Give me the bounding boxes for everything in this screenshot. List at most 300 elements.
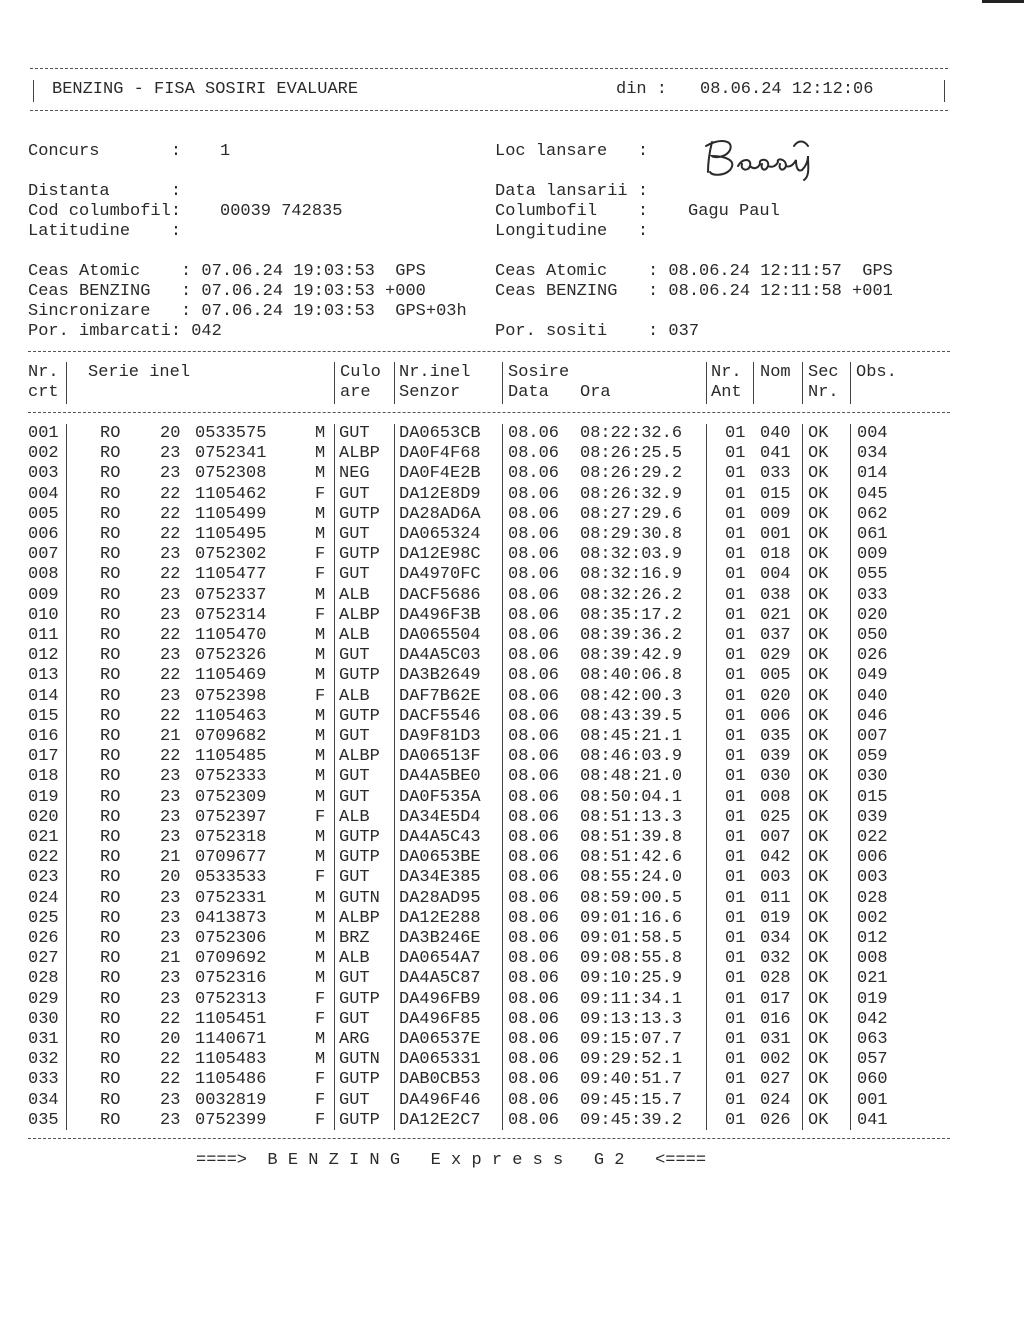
- table-row: [0, 1111, 1024, 1131]
- cell-ant: 01: [725, 484, 746, 504]
- cell-tara: RO: [100, 767, 121, 787]
- cell-an: 23: [160, 605, 181, 625]
- cell-inel: 1105462: [195, 484, 267, 504]
- report-title: BENZING - FISA SOSIRI EVALUARE: [52, 80, 359, 99]
- cell-ora: 08:29:30.8: [580, 525, 683, 544]
- cell-ora: 08:22:32.6: [580, 424, 683, 443]
- cell-an: 22: [160, 484, 181, 504]
- cod-columbofil-label: Cod columbofil:: [28, 202, 182, 221]
- cell-nr: 017: [28, 747, 59, 767]
- cell-nr: 006: [28, 525, 59, 544]
- cell-tara: RO: [100, 868, 121, 888]
- cell-ant: 01: [725, 1030, 746, 1049]
- cell-data: 08.06: [508, 706, 560, 726]
- cell-nr: 018: [28, 767, 59, 787]
- cell-obs: 034: [857, 444, 888, 464]
- cell-ant: 01: [725, 868, 746, 888]
- cell-senzor: DACF5686: [399, 585, 481, 605]
- cell-inel: 0533533: [195, 868, 267, 888]
- header-top-rule: [30, 68, 948, 69]
- cell-an: 22: [160, 565, 181, 585]
- cell-senzor: DA12E98C: [399, 545, 481, 565]
- cell-senzor: DA065504: [399, 626, 481, 645]
- cell-sec: OK: [808, 1009, 829, 1029]
- cell-nom: 021: [760, 605, 791, 625]
- table-row: [0, 424, 1024, 444]
- col-sec-1: Sec: [808, 363, 839, 382]
- cell-sex: M: [315, 828, 326, 847]
- cell-sex: M: [315, 888, 326, 908]
- cell-nom: 015: [760, 484, 791, 504]
- cell-obs: 003: [857, 868, 888, 888]
- cell-senzor: DA0653BE: [399, 848, 481, 868]
- cell-senzor: DA3B2649: [399, 666, 481, 686]
- cell-sec: OK: [808, 626, 829, 645]
- cell-obs: 001: [857, 1090, 888, 1110]
- cell-nom: 004: [760, 565, 791, 585]
- header-sep: [394, 362, 395, 404]
- cell-tara: RO: [100, 605, 121, 625]
- columbofil-value: Gagu Paul: [688, 202, 780, 221]
- table-row: [0, 1091, 1024, 1111]
- cell-sec: OK: [808, 1070, 829, 1090]
- cell-sex: M: [315, 706, 326, 726]
- cell-an: 22: [160, 666, 181, 686]
- table-row: [0, 687, 1024, 707]
- cell-ant: 01: [725, 727, 746, 746]
- cell-obs: 042: [857, 1009, 888, 1029]
- cell-senzor: DA496F85: [399, 1009, 481, 1029]
- cell-sex: M: [315, 1030, 326, 1049]
- table-row: [0, 666, 1024, 686]
- cell-sex: M: [315, 949, 326, 969]
- cell-inel: 0752316: [195, 969, 267, 989]
- cell-senzor: DA06537E: [399, 1030, 481, 1049]
- cell-senzor: DA0F4E2B: [399, 464, 481, 484]
- cell-sec: OK: [808, 868, 829, 888]
- cell-tara: RO: [100, 929, 121, 948]
- cell-an: 23: [160, 646, 181, 666]
- cell-sex: F: [315, 807, 326, 827]
- cell-nom: 024: [760, 1090, 791, 1110]
- cell-tara: RO: [100, 908, 121, 928]
- distanta-label: Distanta :: [28, 182, 182, 201]
- cell-culoare: GUTP: [339, 666, 380, 686]
- cell-an: 23: [160, 888, 181, 908]
- cell-obs: 041: [857, 1110, 888, 1130]
- cell-sec: OK: [808, 646, 829, 666]
- cell-an: 22: [160, 504, 181, 524]
- cell-sec: OK: [808, 767, 829, 787]
- header-sep: [706, 362, 707, 404]
- cell-nr: 027: [28, 949, 59, 969]
- header-sep: [753, 362, 754, 404]
- cell-inel: 0709682: [195, 727, 267, 746]
- cell-sec: OK: [808, 444, 829, 464]
- clock-end-benzing: Ceas BENZING : 08.06.24 12:11:58 +001: [495, 282, 893, 301]
- cell-inel: 0752333: [195, 767, 267, 787]
- cell-inel: 0413873: [195, 908, 267, 928]
- cell-culoare: GUT: [339, 565, 370, 585]
- cell-nom: 042: [760, 848, 791, 868]
- cell-nr: 029: [28, 989, 59, 1009]
- table-row: [0, 464, 1024, 484]
- table-row: [0, 1010, 1024, 1030]
- cell-culoare: GUTP: [339, 848, 380, 868]
- cell-senzor: DAF7B62E: [399, 686, 481, 706]
- cell-nom: 001: [760, 525, 791, 544]
- table-row: [0, 889, 1024, 909]
- cell-ora: 09:08:55.8: [580, 949, 683, 969]
- footer-banner: ====> B E N Z I N G E x p r e s s G 2 <====: [196, 1151, 707, 1170]
- cell-tara: RO: [100, 828, 121, 847]
- table-row: [0, 949, 1024, 969]
- cell-data: 08.06: [508, 646, 560, 666]
- cell-data: 08.06: [508, 969, 560, 989]
- cell-nr: 012: [28, 646, 59, 666]
- cell-an: 20: [160, 868, 181, 888]
- cell-tara: RO: [100, 1090, 121, 1110]
- cell-ant: 01: [725, 747, 746, 767]
- cell-sec: OK: [808, 565, 829, 585]
- cell-nr: 009: [28, 585, 59, 605]
- cell-tara: RO: [100, 626, 121, 645]
- cell-sec: OK: [808, 605, 829, 625]
- cell-nr: 001: [28, 424, 59, 443]
- cell-obs: 046: [857, 706, 888, 726]
- cell-ant: 01: [725, 444, 746, 464]
- cell-nr: 028: [28, 969, 59, 989]
- cell-sex: M: [315, 767, 326, 787]
- cell-ora: 08:39:42.9: [580, 646, 683, 666]
- cell-an: 23: [160, 828, 181, 847]
- cell-culoare: GUTP: [339, 828, 380, 847]
- col-nr-ant-1: Nr.: [711, 363, 742, 382]
- cell-data: 08.06: [508, 747, 560, 767]
- cell-ant: 01: [725, 605, 746, 625]
- report-date-value: 08.06.24 12:12:06: [700, 80, 874, 99]
- table-bottom-rule: [28, 1138, 950, 1139]
- cell-obs: 028: [857, 888, 888, 908]
- cell-sec: OK: [808, 706, 829, 726]
- cell-ora: 08:26:25.5: [580, 444, 683, 464]
- cell-sec: OK: [808, 1090, 829, 1110]
- cell-tara: RO: [100, 666, 121, 686]
- cell-senzor: DA12E8D9: [399, 484, 481, 504]
- cell-culoare: ALB: [339, 686, 370, 706]
- cell-nom: 030: [760, 767, 791, 787]
- cell-ant: 01: [725, 828, 746, 847]
- cell-obs: 009: [857, 545, 888, 565]
- cell-an: 23: [160, 1110, 181, 1130]
- data-lansarii-label: Data lansarii :: [495, 182, 649, 201]
- col-sosire: Sosire: [508, 363, 570, 382]
- table-row: [0, 606, 1024, 626]
- cell-culoare: BRZ: [339, 929, 370, 948]
- cell-data: 08.06: [508, 767, 560, 787]
- cell-sec: OK: [808, 666, 829, 686]
- cell-sex: M: [315, 848, 326, 868]
- cell-sec: OK: [808, 424, 829, 443]
- table-header-rule: [28, 412, 950, 413]
- cell-inel: 0752398: [195, 686, 267, 706]
- clock-end-atomic: Ceas Atomic : 08.06.24 12:11:57 GPS: [495, 262, 893, 281]
- cell-obs: 030: [857, 767, 888, 787]
- cell-nom: 018: [760, 545, 791, 565]
- table-row: [0, 565, 1024, 585]
- cell-culoare: GUTP: [339, 1110, 380, 1130]
- longitudine-label: Longitudine :: [495, 222, 649, 241]
- cell-culoare: ALB: [339, 626, 370, 645]
- cell-nr: 030: [28, 1009, 59, 1029]
- cell-nr: 022: [28, 848, 59, 868]
- concurs-value: 1: [220, 142, 231, 161]
- table-row: [0, 485, 1024, 505]
- cell-data: 08.06: [508, 444, 560, 464]
- cell-ora: 09:45:39.2: [580, 1110, 683, 1130]
- cell-culoare: GUT: [339, 424, 370, 443]
- cell-culoare: GUTP: [339, 706, 380, 726]
- cell-tara: RO: [100, 1050, 121, 1070]
- cell-ora: 09:10:25.9: [580, 969, 683, 989]
- cell-obs: 021: [857, 969, 888, 989]
- cell-sex: M: [315, 747, 326, 767]
- cell-inel: 1105495: [195, 525, 267, 544]
- cell-ant: 01: [725, 525, 746, 544]
- table-row: [0, 990, 1024, 1010]
- cell-senzor: DA496F46: [399, 1090, 481, 1110]
- cell-ant: 01: [725, 989, 746, 1009]
- table-row: [0, 788, 1024, 808]
- cell-senzor: DA4A5BE0: [399, 767, 481, 787]
- cell-inel: 0752313: [195, 989, 267, 1009]
- cell-inel: 1105463: [195, 706, 267, 726]
- header-sep: [334, 362, 335, 404]
- cell-tara: RO: [100, 969, 121, 989]
- cell-data: 08.06: [508, 525, 560, 544]
- cell-inel: 0752337: [195, 585, 267, 605]
- cell-sec: OK: [808, 888, 829, 908]
- cell-ant: 01: [725, 1110, 746, 1130]
- cell-culoare: GUTP: [339, 989, 380, 1009]
- cell-an: 22: [160, 626, 181, 645]
- cell-sex: M: [315, 787, 326, 807]
- cell-inel: 0752308: [195, 464, 267, 484]
- cell-data: 08.06: [508, 929, 560, 948]
- cell-culoare: GUTN: [339, 888, 380, 908]
- cell-ora: 08:32:03.9: [580, 545, 683, 565]
- table-row: [0, 767, 1024, 787]
- cell-nom: 026: [760, 1110, 791, 1130]
- cell-an: 23: [160, 787, 181, 807]
- table-row: [0, 1070, 1024, 1090]
- cell-sex: M: [315, 626, 326, 645]
- cell-senzor: DAB0CB53: [399, 1070, 481, 1090]
- table-top-rule: [28, 351, 950, 352]
- cell-senzor: DA0F535A: [399, 787, 481, 807]
- cell-data: 08.06: [508, 807, 560, 827]
- cell-sex: F: [315, 484, 326, 504]
- cell-ant: 01: [725, 545, 746, 565]
- cell-senzor: DA4A5C87: [399, 969, 481, 989]
- cell-culoare: GUT: [339, 1009, 370, 1029]
- cell-senzor: DA4A5C03: [399, 646, 481, 666]
- cell-nom: 033: [760, 464, 791, 484]
- cell-inel: 0709677: [195, 848, 267, 868]
- cell-ora: 08:50:04.1: [580, 787, 683, 807]
- cell-an: 21: [160, 949, 181, 969]
- cell-ora: 08:45:21.1: [580, 727, 683, 746]
- cell-tara: RO: [100, 848, 121, 868]
- cell-nom: 020: [760, 686, 791, 706]
- cell-inel: 0752397: [195, 807, 267, 827]
- cell-ora: 08:55:24.0: [580, 868, 683, 888]
- cell-ant: 01: [725, 949, 746, 969]
- cell-an: 23: [160, 545, 181, 565]
- cell-inel: 0752302: [195, 545, 267, 565]
- report-date-label: din :: [616, 80, 668, 99]
- cell-tara: RO: [100, 706, 121, 726]
- cell-ant: 01: [725, 666, 746, 686]
- cell-ora: 08:35:17.2: [580, 605, 683, 625]
- cell-sex: F: [315, 605, 326, 625]
- cell-obs: 062: [857, 504, 888, 524]
- cell-tara: RO: [100, 989, 121, 1009]
- cell-ant: 01: [725, 585, 746, 605]
- table-row: [0, 828, 1024, 848]
- cell-obs: 045: [857, 484, 888, 504]
- cell-sec: OK: [808, 747, 829, 767]
- cell-nr: 007: [28, 545, 59, 565]
- cell-ant: 01: [725, 706, 746, 726]
- cell-nr: 023: [28, 868, 59, 888]
- cell-culoare: GUTN: [339, 1050, 380, 1070]
- cell-senzor: DA12E2C7: [399, 1110, 481, 1130]
- cell-nr: 003: [28, 464, 59, 484]
- header-sep: [802, 362, 803, 404]
- cell-obs: 004: [857, 424, 888, 443]
- cell-data: 08.06: [508, 464, 560, 484]
- cell-inel: 1105483: [195, 1050, 267, 1070]
- cell-an: 23: [160, 686, 181, 706]
- cell-ora: 09:11:34.1: [580, 989, 683, 1009]
- cell-nr: 032: [28, 1050, 59, 1070]
- cell-sex: F: [315, 686, 326, 706]
- cell-culoare: GUTP: [339, 545, 380, 565]
- cell-culoare: ALBP: [339, 444, 380, 464]
- cell-sec: OK: [808, 686, 829, 706]
- cell-sec: OK: [808, 1110, 829, 1130]
- cell-an: 22: [160, 747, 181, 767]
- cell-culoare: ALB: [339, 585, 370, 605]
- cell-sex: M: [315, 908, 326, 928]
- cell-nr: 035: [28, 1110, 59, 1130]
- cell-sex: M: [315, 727, 326, 746]
- cell-sec: OK: [808, 727, 829, 746]
- header-bottom-rule: [30, 110, 948, 111]
- cell-ora: 08:51:39.8: [580, 828, 683, 847]
- cell-nr: 014: [28, 686, 59, 706]
- cell-senzor: DA0654A7: [399, 949, 481, 969]
- col-culoare-1: Culo: [340, 363, 381, 382]
- cell-ora: 08:26:29.2: [580, 464, 683, 484]
- cell-senzor: DA0F4F68: [399, 444, 481, 464]
- cell-culoare: GUT: [339, 767, 370, 787]
- cell-tara: RO: [100, 565, 121, 585]
- cell-data: 08.06: [508, 666, 560, 686]
- cell-inel: 0752326: [195, 646, 267, 666]
- col-nr-2: crt: [28, 383, 59, 402]
- cell-obs: 014: [857, 464, 888, 484]
- cell-nr: 013: [28, 666, 59, 686]
- cell-nr: 010: [28, 605, 59, 625]
- cell-inel: 1105499: [195, 504, 267, 524]
- cell-data: 08.06: [508, 727, 560, 746]
- cell-sex: F: [315, 545, 326, 565]
- cell-tara: RO: [100, 807, 121, 827]
- cell-obs: 040: [857, 686, 888, 706]
- cell-culoare: GUT: [339, 727, 370, 746]
- cell-nom: 027: [760, 1070, 791, 1090]
- cell-ora: 09:45:15.7: [580, 1090, 683, 1110]
- cell-inel: 1105451: [195, 1009, 267, 1029]
- cell-data: 08.06: [508, 908, 560, 928]
- cell-data: 08.06: [508, 1110, 560, 1130]
- cell-nr: 005: [28, 504, 59, 524]
- cell-an: 23: [160, 767, 181, 787]
- cell-ant: 01: [725, 1070, 746, 1090]
- cell-sec: OK: [808, 1030, 829, 1049]
- table-row: [0, 969, 1024, 989]
- cell-sec: OK: [808, 908, 829, 928]
- cell-senzor: DA9F81D3: [399, 727, 481, 746]
- cell-nom: 016: [760, 1009, 791, 1029]
- cell-culoare: GUT: [339, 646, 370, 666]
- cell-obs: 060: [857, 1070, 888, 1090]
- cell-nom: 031: [760, 1030, 791, 1049]
- cell-ora: 08:27:29.6: [580, 504, 683, 524]
- cell-nom: 005: [760, 666, 791, 686]
- cell-nr: 016: [28, 727, 59, 746]
- cell-culoare: ALBP: [339, 908, 380, 928]
- col-ora: Ora: [580, 383, 611, 402]
- cell-data: 08.06: [508, 1009, 560, 1029]
- cell-nom: 003: [760, 868, 791, 888]
- cod-columbofil-value: 00039 742835: [220, 202, 343, 221]
- cell-sec: OK: [808, 969, 829, 989]
- cell-tara: RO: [100, 424, 121, 443]
- cell-obs: 050: [857, 626, 888, 645]
- cell-inel: 0533575: [195, 424, 267, 443]
- cell-tara: RO: [100, 1009, 121, 1029]
- cell-sex: M: [315, 504, 326, 524]
- cell-obs: 055: [857, 565, 888, 585]
- cell-nom: 002: [760, 1050, 791, 1070]
- cell-nr: 033: [28, 1070, 59, 1090]
- cell-obs: 008: [857, 949, 888, 969]
- cell-an: 22: [160, 1070, 181, 1090]
- cell-sec: OK: [808, 787, 829, 807]
- cell-nr: 004: [28, 484, 59, 504]
- cell-inel: 0752331: [195, 888, 267, 908]
- cell-obs: 020: [857, 605, 888, 625]
- cell-nr: 015: [28, 706, 59, 726]
- cell-inel: 1105469: [195, 666, 267, 686]
- header-sep: [66, 362, 67, 404]
- cell-tara: RO: [100, 787, 121, 807]
- por-sositi: Por. sositi : 037: [495, 322, 700, 341]
- cell-tara: RO: [100, 585, 121, 605]
